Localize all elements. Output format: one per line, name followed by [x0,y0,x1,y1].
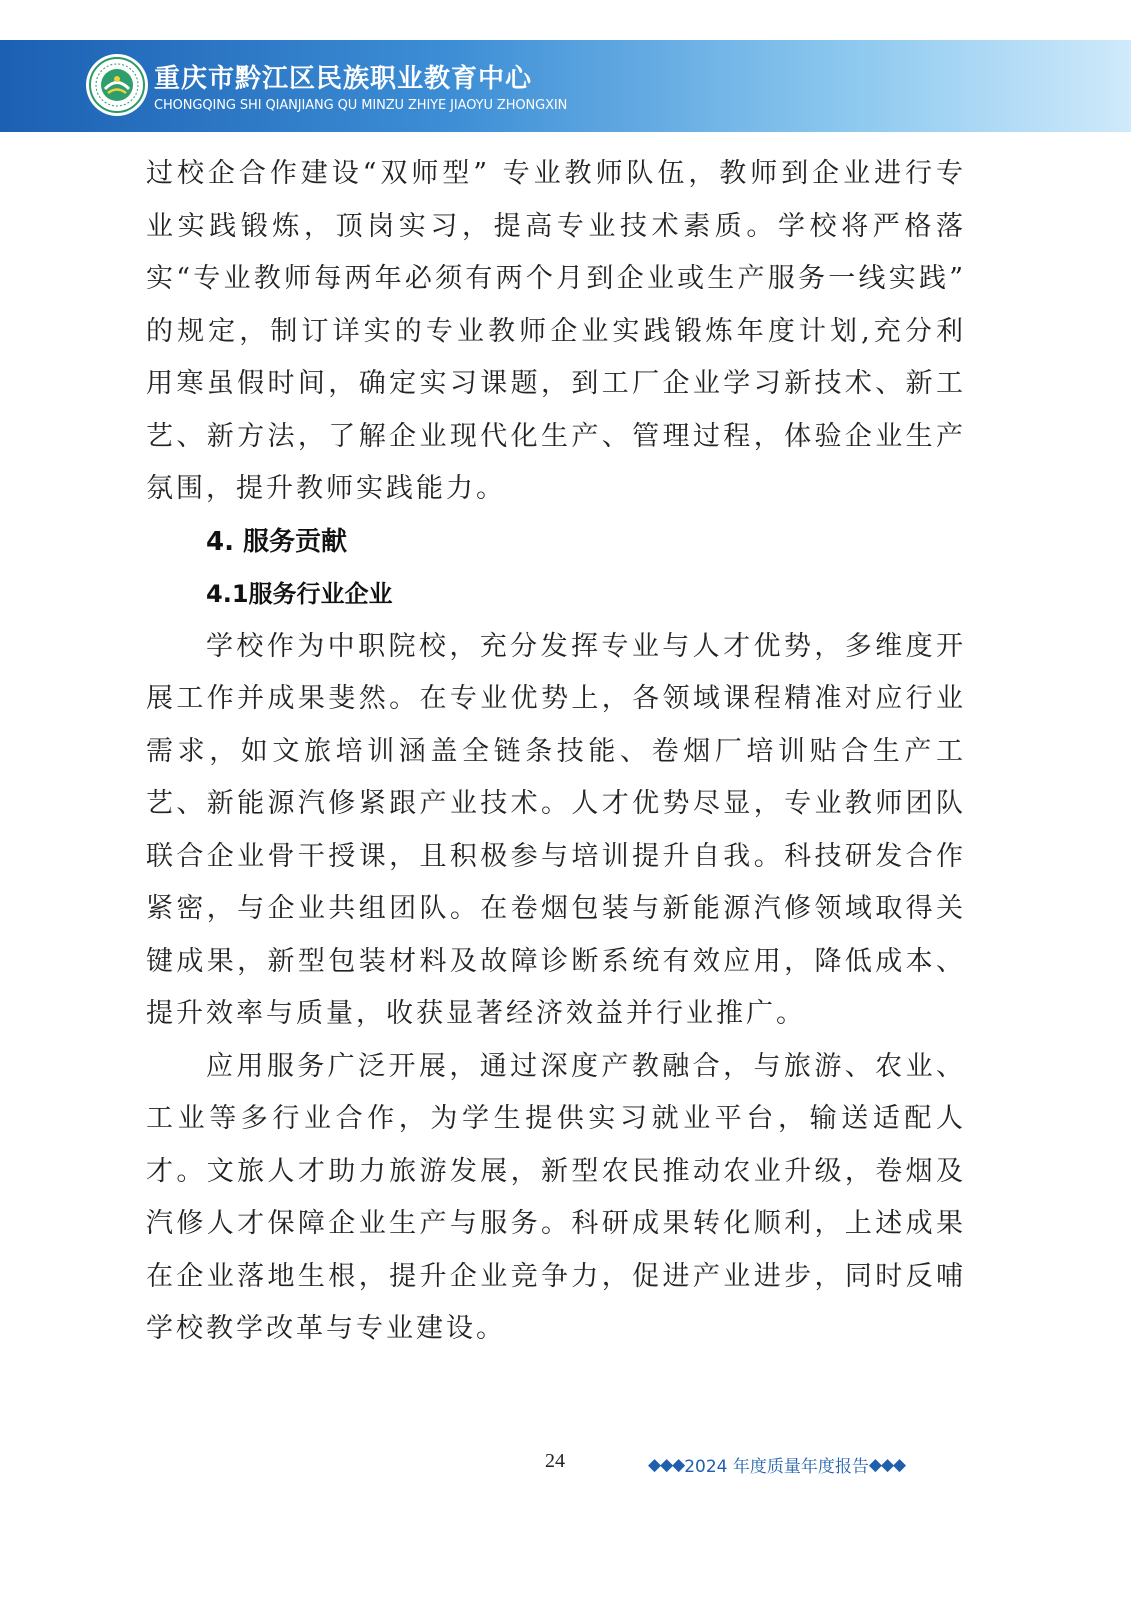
school-name-pinyin: CHONGQING SHI QIANJIANG QU MINZU ZHIYE JIAOYU ZHONGXIN [154,98,568,113]
paragraph: 学校作为中职院校，充分发挥专业与人才优势，多维度开展工作并成果斐然。在专业优势上，各领域课程精准对应行业需求，如文旅培训涵盖全链条技能、卷烟厂培训贴合生产工艺、新能源汽修紧跟产业技术。人才优势尽显，专业教师团队联合企业骨干授课，且积极参与培训提升自我。科技研发合作紧密，与企业共组团队。在卷烟包装与新能源汽修领域取得关键成果，新型包装材料及故障诊断系统有效应用，降低成本、提升效率与质量，收获显著经济效益并行业推广。 [146,630,966,1029]
page-number: 24 [545,1450,565,1472]
paragraph: 应用服务广泛开展，通过深度产教融合，与旅游、农业、工业等多行业合作，为学生提供实习就业平台，输送适配人才。文旅人才助力旅游发展，新型农民推动农业升级，卷烟及汽修人才保障企业生产与服务。科研成果转化顺利，上述成果在企业落地生根，提升企业竞争力，促进产业进步，同时反哺学校教学改革与专业建设。 [146,1050,966,1344]
report-footer [648,1452,905,1477]
report-title: 2024 年度质量年度报告 [684,1457,869,1477]
document-body [146,148,966,1356]
diamond-decoration-left: ◆◆◆ [648,1454,685,1475]
subsection-heading: 4.1服务行业企业 [206,580,393,608]
section-heading: 4. 服务贡献 [206,526,348,557]
diamond-decoration-right: ◆◆◆ [868,1454,906,1475]
school-name: 重庆市黔江区民族职业教育中心 [154,64,533,94]
school-emblem-icon [86,54,148,116]
paragraph-continued: 过校企合作建设“双师型” 专业教师队伍，教师到企业进行专业实践锻炼，顶岗实习，提高专业技术素质。学校将严格落实“专业教师每两年必须有两个月到企业或生产服务一线实践” 的规定，制订详实的专业教师企业实践锻炼年度计划,充分利用寒虽假时间，确定实习课题，到工厂企业学习新技术、新工艺、新方法，了解企业现代化生产、管理过程，体验企业生产氛围，提升教师实践能力。 [146,158,966,504]
page-header [0,40,1131,132]
